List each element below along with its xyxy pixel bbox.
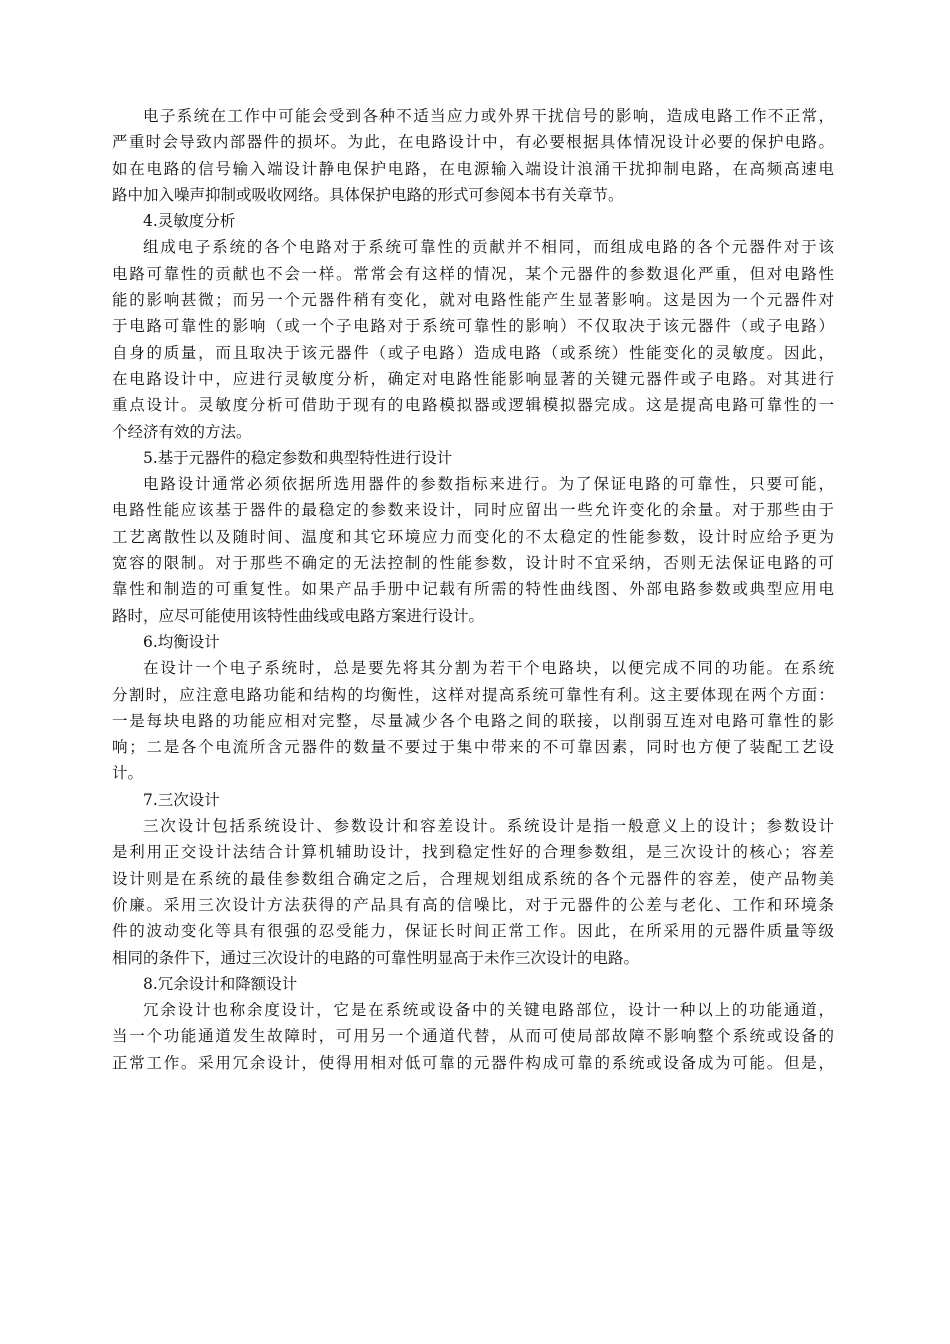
paragraph-line: 相同的条件下，通过三次设计的电路的可靠性明显高于未作三次设计的电路。: [112, 948, 640, 967]
section-three-stage-design: [112, 787, 834, 971]
paragraph-line: 自身的质量，而且取决于该元器件（或子电路）造成电路（或系统）性能变化的灵敏度。因此，: [112, 343, 834, 362]
section-heading: 7.三次设计: [143, 790, 220, 809]
paragraph-line: 分割时，应注意电路功能和结构的均衡性，这样对提高系统可靠性有利。这主要体现在两个方面：: [112, 685, 834, 704]
paragraph-line: 在电路设计中，应进行灵敏度分析，确定对电路性能影响显著的关键元器件或子电路。对其进行: [112, 369, 834, 388]
paragraph-line: 如在电路的信号输入端设计静电保护电路，在电源输入端设计浪涌干扰抑制电路，在高频高速电: [112, 159, 834, 178]
paragraph-line: 计。: [112, 764, 144, 783]
section-heading: 8.冗余设计和降额设计: [143, 974, 298, 993]
paragraph-line: 于电路可靠性的影响（或一个子电路对于系统可靠性的影响）不仅取决于该元器件（或子电路）: [112, 317, 834, 336]
paragraph-line: 设计则是在系统的最佳参数组合确定之后，合理规划组成系统的各个元器件的容差，使产品物美: [112, 869, 834, 888]
paragraph-line: 正常工作。采用冗余设计，使得用相对低可靠的元器件构成可靠的系统或设备成为可能。但是，: [112, 1053, 834, 1072]
section-stable-parameter-design: [112, 445, 834, 629]
paragraph-line: 个经济有效的方法。: [112, 422, 252, 441]
paragraph-line: 件的波动变化等具有很强的忍受能力，保证长时间正常工作。因此，在所采用的元器件质量等级: [112, 922, 834, 941]
paragraph-line: 当一个功能通道发生故障时，可用另一个通道代替，从而可使局部故障不影响整个系统或设备的: [112, 1027, 834, 1046]
paragraph-line: 组成电子系统的各个电路对于系统可靠性的贡献并不相同，而组成电路的各个元器件对于该: [143, 238, 834, 257]
paragraph-line: 是利用正交设计法结合计算机辅助设计，找到稳定性好的合理参数组，是三次设计的核心；容差: [112, 843, 834, 862]
paragraph-line: 工艺离散性以及随时间、温度和其它环境应力而变化的不太稳定的性能参数，设计时应给予更为: [112, 527, 834, 546]
section-heading: 6.均衡设计: [143, 632, 220, 651]
paragraph-line: 靠性和制造的可重复性。如果产品手册中记载有所需的特性曲线图、外部电路参数或典型应用电: [112, 580, 834, 599]
paragraph-line: 在设计一个电子系统时，总是要先将其分割为若干个电路块，以便完成不同的功能。在系统: [143, 659, 834, 678]
paragraph-line: 电路设计通常必须依据所选用器件的参数指标来进行。为了保证电路的可靠性，只要可能，: [143, 475, 834, 494]
paragraph-line: 能的影响甚微；而另一个元器件稍有变化，就对电路性能产生显著影响。这是因为一个元器件对: [112, 291, 834, 310]
intro-paragraph: [112, 103, 834, 208]
section-balanced-design: [112, 629, 834, 787]
paragraph-line: 电路可靠性的贡献也不会一样。常常会有这样的情况，某个元器件的参数退化严重，但对电路性: [112, 264, 834, 283]
paragraph-line: 严重时会导致内部器件的损坏。为此，在电路设计中，有必要根据具体情况设计必要的保护电路。: [112, 133, 834, 152]
paragraph-line: 价廉。采用三次设计方法获得的产品具有高的信噪比，对于元器件的公差与老化、工作和环境条: [112, 895, 834, 914]
paragraph-line: 重点设计。灵敏度分析可借助于现有的电路模拟器或逻辑模拟器完成。这是提高电路可靠性的一: [112, 396, 834, 415]
paragraph-line: 三次设计包括系统设计、参数设计和容差设计。系统设计是指一般意义上的设计；参数设计: [143, 817, 834, 836]
section-heading: 5.基于元器件的稳定参数和典型特性进行设计: [143, 448, 453, 467]
paragraph-line: 宽容的限制。对于那些不确定的无法控制的性能参数，设计时不宜采纳，否则无法保证电路的可: [112, 554, 834, 573]
paragraph-line: 一是每块电路的功能应相对完整，尽量减少各个电路之间的联接，以削弱互连对电路可靠性的影: [112, 711, 834, 730]
section-sensitivity-analysis: [112, 208, 834, 445]
section-heading: 4.灵敏度分析: [143, 212, 236, 231]
document-page: [112, 103, 834, 1076]
paragraph-line: 电路性能应该基于器件的最稳定的参数来设计，同时应留出一些允许变化的余量。对于那些由于: [112, 501, 834, 520]
paragraph-line: 路时，应尽可能使用该特性曲线或电路方案进行设计。: [112, 606, 485, 625]
paragraph-line: 响；二是各个电流所含元器件的数量不要过于集中带来的不可靠因素，同时也方便了装配工艺设: [112, 738, 834, 757]
section-redundancy-derating-design: [112, 971, 834, 1076]
paragraph-line: 电子系统在工作中可能会受到各种不适当应力或外界干扰信号的影响，造成电路工作不正常，: [143, 107, 834, 125]
paragraph-line: 冗余设计也称余度设计，它是在系统或设备中的关键电路部位，设计一种以上的功能通道，: [143, 1001, 834, 1020]
paragraph-line: 路中加入噪声抑制或吸收网络。具体保护电路的形式可参阅本书有关章节。: [112, 185, 624, 204]
